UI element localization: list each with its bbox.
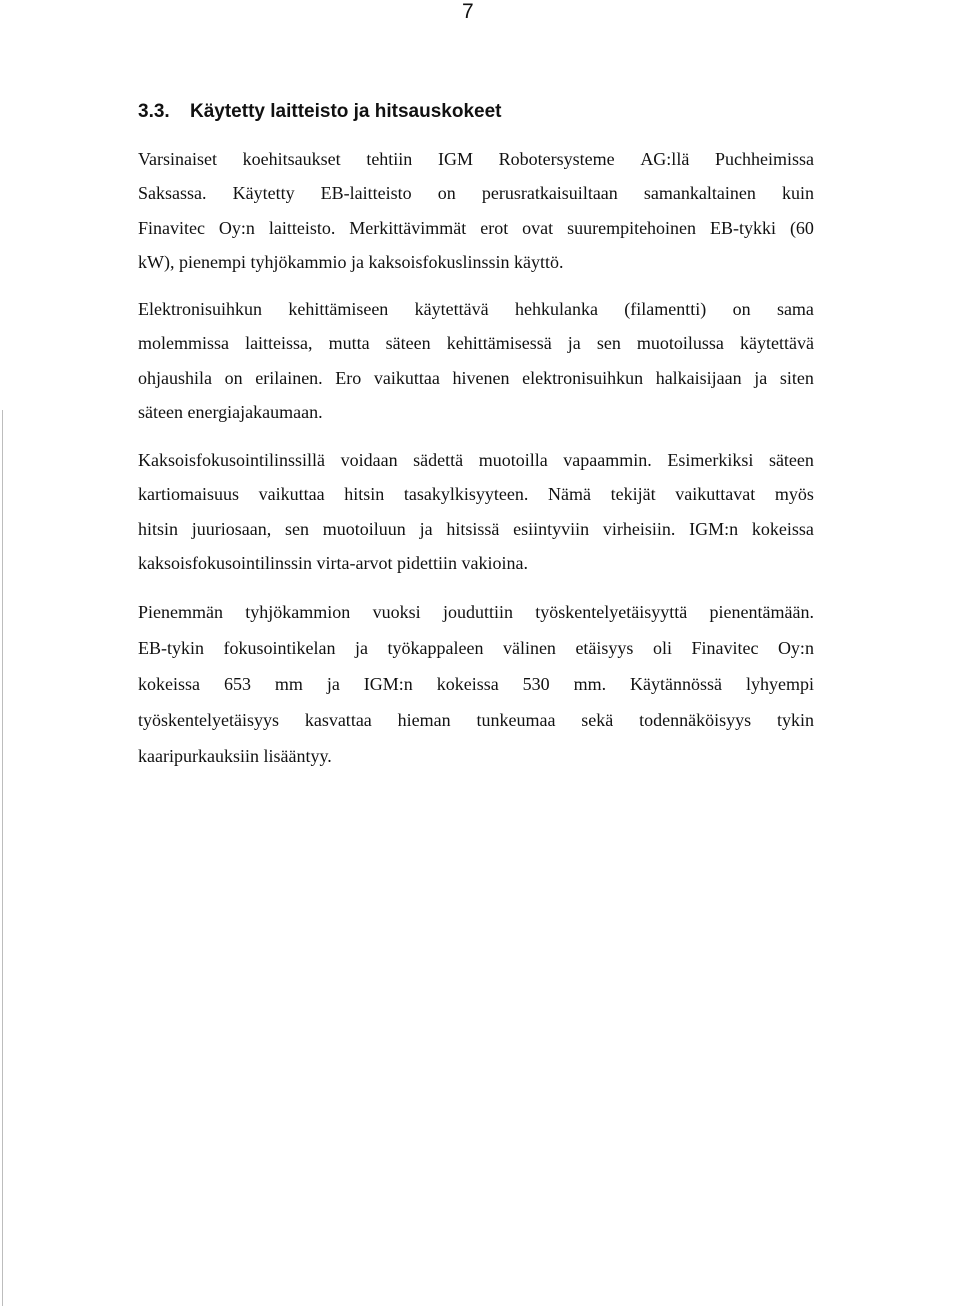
section-number: 3.3. — [138, 101, 170, 122]
word: Puchheimissa — [714, 149, 814, 169]
section-title: Käytetty laitteisto ja hitsauskokeet — [190, 101, 502, 122]
word: 530 — [522, 674, 550, 694]
word: Oy:n — [218, 217, 255, 238]
word: työskentelyetäisyyttä — [535, 602, 688, 622]
paragraph-line — [138, 443, 814, 477]
word: suurempitehoinen — [567, 217, 697, 238]
paragraph-last-line — [138, 395, 814, 429]
line-text: säteen energiajakaumaan. — [138, 402, 323, 423]
word: hitsin — [344, 484, 385, 505]
word: hieman — [397, 710, 451, 730]
word: hehkulanka — [514, 299, 598, 319]
word: muotoilussa — [636, 333, 724, 354]
word: oli — [652, 638, 672, 658]
word: kokeissa — [436, 674, 499, 694]
paragraph-2 — [138, 292, 814, 430]
paragraph-1 — [138, 142, 814, 280]
word: vaikuttavat — [675, 484, 756, 505]
word: käytettävä — [739, 333, 814, 354]
paragraph-line — [138, 630, 814, 666]
word: molemmissa — [138, 333, 229, 354]
word: Finavitec — [691, 638, 759, 658]
word: kokeissa — [751, 518, 814, 539]
word: hitsin — [138, 518, 179, 539]
paragraph-line — [138, 292, 814, 326]
section-heading — [138, 100, 502, 124]
word: samankaltainen — [643, 183, 756, 204]
word: ja — [419, 518, 433, 539]
word: laitteissa, — [245, 333, 313, 354]
word: ovat — [522, 217, 554, 238]
paragraph-line — [138, 512, 814, 546]
word: hitsissä — [446, 518, 500, 539]
word: muotoiluun — [322, 518, 406, 539]
word: jouduttiin — [442, 602, 513, 622]
line-text: kW), pienempi tyhjökammio ja kaksoisfokuslinssin käyttö. — [138, 252, 564, 273]
word: mm. — [573, 674, 607, 694]
scan-margin-line — [2, 410, 3, 1306]
word: esiintyviin — [513, 518, 590, 539]
word: todennäköisyys — [639, 710, 752, 730]
word: EB-tykin — [138, 638, 204, 658]
word: pienentämään. — [709, 602, 814, 622]
paragraph-line — [138, 211, 814, 245]
word: tunkeumaa — [476, 710, 556, 730]
paragraph-line — [138, 142, 814, 176]
word: Nämä — [548, 484, 592, 505]
word: erot — [480, 217, 509, 238]
word: tykin — [776, 710, 814, 730]
word: voidaan — [340, 450, 398, 470]
word: 653 — [223, 674, 251, 694]
paragraph-last-line — [138, 546, 814, 580]
word: juuriosaan, — [191, 518, 272, 539]
word: kuin — [781, 183, 814, 204]
word: tehtiin — [366, 149, 413, 169]
paragraph-line — [138, 702, 814, 738]
paragraph-last-line — [138, 245, 814, 279]
line-text: kaksoisfokusointilinssin virta-arvot pidettiin vakioina. — [138, 553, 528, 574]
word: vuoksi — [372, 602, 421, 622]
word: on — [437, 183, 456, 204]
word: kehittämisessä — [446, 333, 552, 354]
word: välinen — [502, 638, 556, 658]
word: Saksassa. — [138, 183, 207, 204]
word: vapaammin. — [563, 450, 652, 470]
word: fokusointikelan — [223, 638, 336, 658]
word: sädettä — [413, 450, 464, 470]
paragraph-line — [138, 594, 814, 630]
word: (filamentti) — [624, 299, 707, 319]
word: Finavitec — [138, 217, 205, 238]
word: perusratkaisuiltaan — [481, 183, 618, 204]
word: tekijät — [610, 484, 656, 505]
word: siten — [779, 367, 814, 388]
word: on — [732, 299, 751, 319]
word: ja — [754, 367, 768, 388]
word: käytettävä — [414, 299, 489, 319]
word: työkappaleen — [387, 638, 484, 658]
word: IGM:n — [363, 674, 413, 694]
word: työskentelyetäisyys — [138, 710, 279, 730]
word: IGM — [437, 149, 473, 169]
page-number: 7 — [462, 0, 474, 23]
paragraph-line — [138, 666, 814, 702]
word: tasakylkisyyteen. — [403, 484, 529, 505]
word: sen — [285, 518, 310, 539]
word: Robotersysteme — [498, 149, 615, 169]
paragraph-4 — [138, 594, 814, 774]
word: Pienemmän — [138, 602, 223, 622]
word: etäisyys — [575, 638, 634, 658]
line-text: kaaripurkauksiin lisääntyy. — [138, 746, 332, 766]
word: ja — [354, 638, 368, 658]
paragraph-line — [138, 361, 814, 395]
paragraph-line — [138, 176, 814, 210]
word: kartiomaisuus — [138, 484, 239, 505]
word: (60 — [789, 217, 814, 238]
word: Ero — [335, 367, 362, 388]
word: mm — [274, 674, 303, 694]
word: kehittämiseen — [288, 299, 389, 319]
word: säteen — [768, 450, 814, 470]
word: Elektronisuihkun — [138, 299, 262, 319]
paragraph-line — [138, 477, 814, 511]
word: kokeissa — [138, 674, 200, 694]
word: Merkittävimmät — [349, 217, 467, 238]
word: erilainen. — [255, 367, 323, 388]
word: ja — [567, 333, 581, 354]
word: kasvattaa — [304, 710, 372, 730]
word: sama — [776, 299, 814, 319]
word: Esimerkiksi — [667, 450, 754, 470]
word: Käytetty — [232, 183, 295, 204]
word: vaikuttaa — [373, 367, 440, 388]
word: muotoilla — [478, 450, 548, 470]
word: myös — [774, 484, 814, 505]
word: EB-tykki — [710, 217, 776, 238]
word: AG:llä — [640, 149, 690, 169]
word: tyhjökammion — [245, 602, 351, 622]
word: koehitsaukset — [242, 149, 341, 169]
word: Kaksoisfokusointilinssillä — [138, 450, 326, 470]
word: sen — [596, 333, 621, 354]
word: mutta — [328, 333, 370, 354]
word: ohjaushila — [138, 367, 212, 388]
word: Oy:n — [777, 638, 814, 658]
word: on — [224, 367, 243, 388]
word: virheisiin. — [602, 518, 676, 539]
word: hivenen — [452, 367, 510, 388]
word: elektronisuihkun — [522, 367, 644, 388]
word: Varsinaiset — [138, 149, 217, 169]
paragraph-line — [138, 326, 814, 360]
paragraph-last-line — [138, 738, 814, 774]
paragraph-3 — [138, 443, 814, 581]
word: IGM:n — [689, 518, 739, 539]
word: lyhyempi — [745, 674, 814, 694]
word: EB-laitteisto — [320, 183, 412, 204]
word: laitteisto. — [268, 217, 336, 238]
word: Käytännössä — [630, 674, 723, 694]
word: sekä — [581, 710, 614, 730]
word: vaikuttaa — [258, 484, 325, 505]
word: säteen — [385, 333, 431, 354]
word: ja — [326, 674, 340, 694]
word: halkaisijaan — [655, 367, 742, 388]
